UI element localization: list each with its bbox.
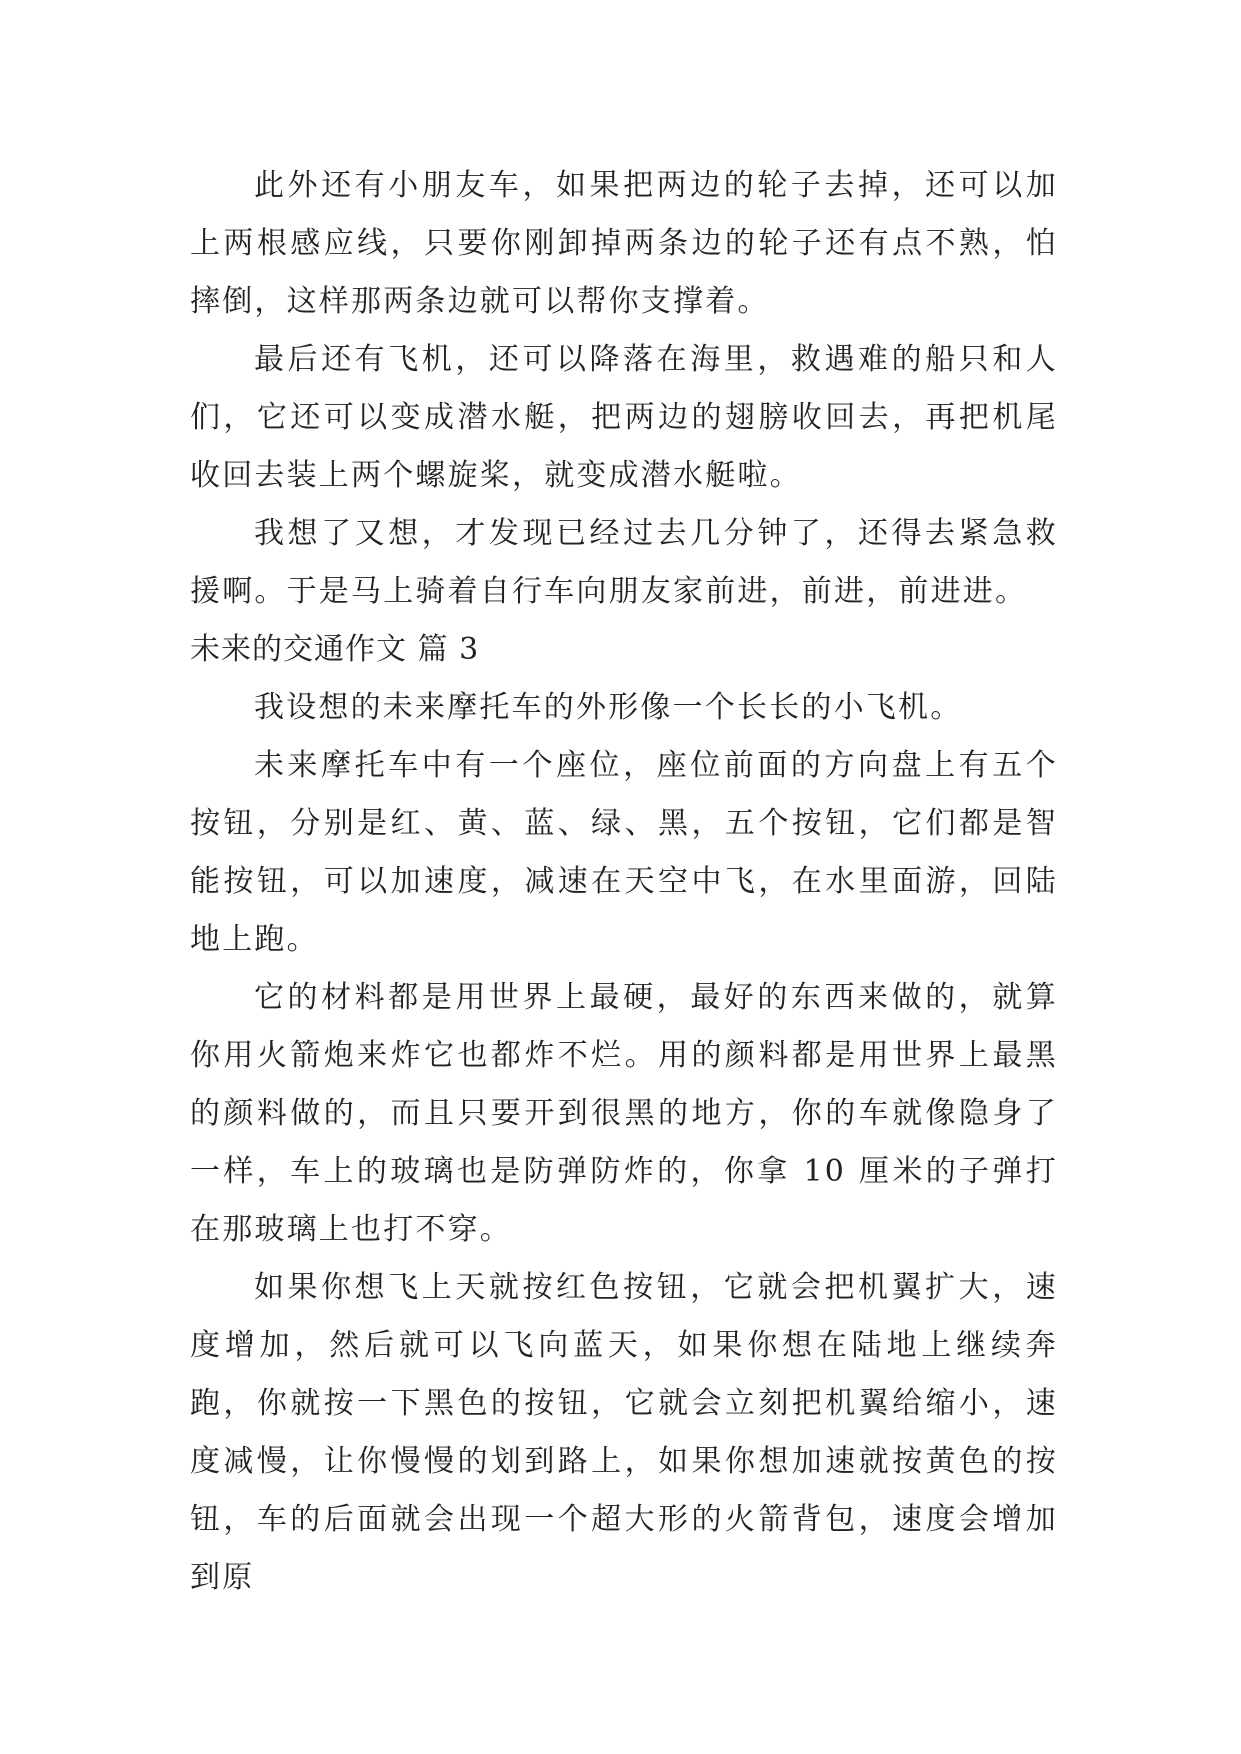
paragraph-motorcycle-buttons: 未来摩托车中有一个座位，座位前面的方向盘上有五个按钮，分别是红、黄、蓝、绿、黑，五个按钮，它们都是智能按钮，可以加速度，减速在天空中飞，在水里面游，回陆地上跑。 bbox=[190, 748, 1058, 957]
paragraph-motorcycle-shape: 我设想的未来摩托车的外形像一个长长的小飞机。 bbox=[254, 690, 963, 725]
paragraph-motorcycle-controls: 如果你想飞上天就按红色按钮，它就会把机翼扩大，速度增加，然后就可以飞向蓝天，如果你想在陆地上继续奔跑，你就按一下黑色的按钮，它就会立刻把机翼给缩小，速度减慢，让你慢慢的划到路上，如果你想加速就按黄色的按钮，车的后面就会出现一个超大形的火箭背包，速度会增加到原 bbox=[190, 1270, 1058, 1595]
paragraph-kids-car: 此外还有小朋友车，如果把两边的轮子去掉，还可以加上两根感应线，只要你刚卸掉两条边的轮子还有点不熟，怕摔倒，这样那两条边就可以帮你支撑着。 bbox=[190, 168, 1058, 319]
document-body bbox=[190, 157, 1058, 1607]
paragraph-rescue: 我想了又想，才发现已经过去几分钟了，还得去紧急救援啊。于是马上骑着自行车向朋友家前进，前进，前进进。 bbox=[190, 516, 1058, 609]
paragraph-motorcycle-material: 它的材料都是用世界上最硬，最好的东西来做的，就算你用火箭炮来炸它也都炸不烂。用的颜料都是用世界上最黑的颜料做的，而且只要开到很黑的地方，你的车就像隐身了一样，车上的玻璃也是防弹防炸的，你拿 10 厘米的子弹打在那玻璃上也打不穿。 bbox=[190, 980, 1058, 1247]
section-heading: 未来的交通作文 篇 3 bbox=[190, 632, 480, 667]
paragraph-airplane: 最后还有飞机，还可以降落在海里，救遇难的船只和人们，它还可以变成潜水艇，把两边的翅膀收回去，再把机尾收回去装上两个螺旋桨，就变成潜水艇啦。 bbox=[190, 342, 1058, 493]
